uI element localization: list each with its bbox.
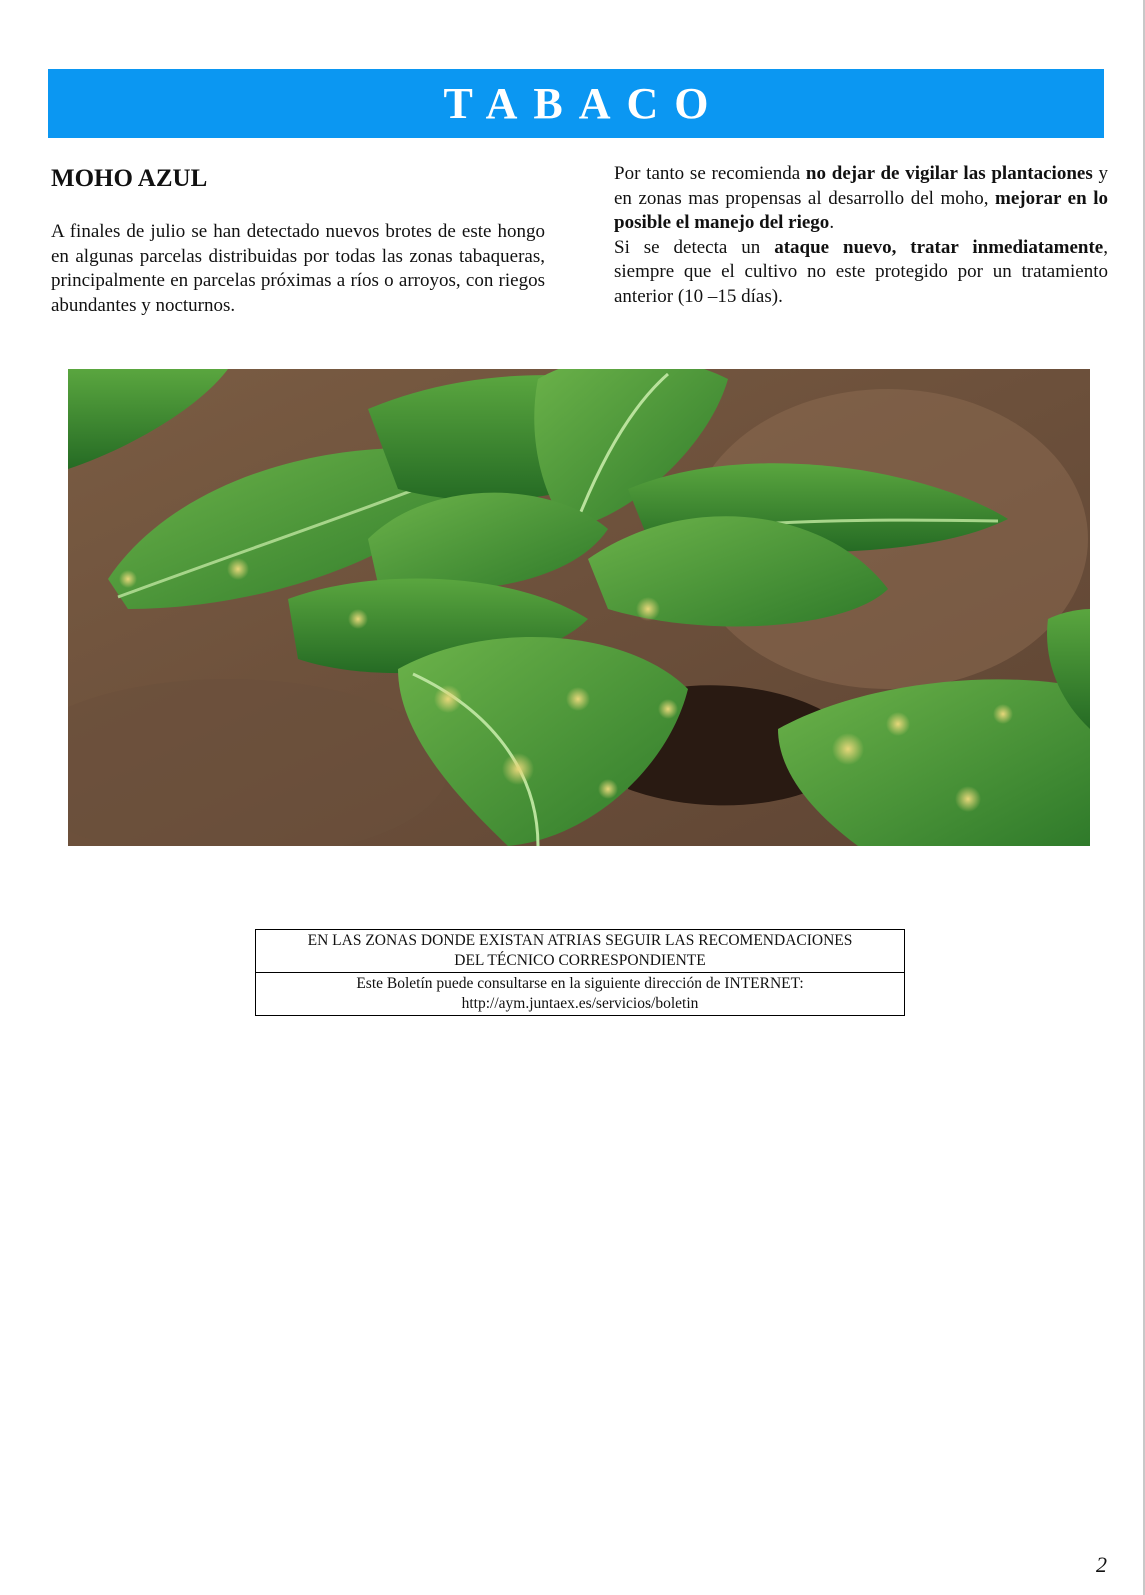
bulletin-url: http://aym.juntaex.es/servicios/boletin: [461, 995, 699, 1012]
section-heading: MOHO AZUL: [51, 165, 208, 192]
text-run: y en zonas mas propensas al desarrollo del moho,: [614, 163, 1108, 209]
bold-text: mejorar en lo posible el manejo del riego: [614, 187, 1108, 233]
treatment-paragraph: [614, 236, 1108, 310]
notice-line: Este Boletín puede consultarse en la siguiente dirección de INTERNET:: [356, 975, 804, 992]
text-run: Por tanto se recomienda: [614, 163, 806, 184]
text-run: , siempre que el cultivo no este protegido por un tratamiento anterior (10 –15 días).: [614, 236, 1108, 307]
recommendation-paragraph: [614, 162, 1108, 236]
notice-line: DEL TÉCNICO CORRESPONDIENTE: [454, 952, 706, 969]
title-banner: [48, 69, 1104, 138]
tobacco-plant-photo: [68, 369, 1090, 846]
notice-line: EN LAS ZONAS DONDE EXISTAN ATRIAS SEGUIR LAS RECOMENDACIONES: [307, 932, 853, 949]
notice-internet: [256, 972, 904, 1015]
text-run: Si se detecta un: [614, 236, 775, 258]
intro-paragraph: A finales de julio se han detectado nuevos brotes de este hongo en algunas parcelas distribuidas por todas las zonas tabaqueras, principalmente en parcelas próximas a ríos o arroyos, con riegos abundantes y nocturnos.: [51, 221, 545, 316]
right-column: [614, 162, 1108, 309]
left-column: [51, 164, 545, 318]
page-number: 2: [1096, 1552, 1107, 1577]
notice-recommendation: [256, 930, 904, 972]
text-run: .: [829, 212, 835, 233]
tobacco-plant-illustration: [68, 369, 1090, 846]
notice-box: [255, 929, 905, 1016]
bold-text: ataque nuevo, tratar inmediatamente: [774, 236, 1104, 258]
bold-text: no dejar de vigilar las plantaciones: [805, 163, 1093, 184]
page-title: TABACO: [443, 79, 725, 128]
